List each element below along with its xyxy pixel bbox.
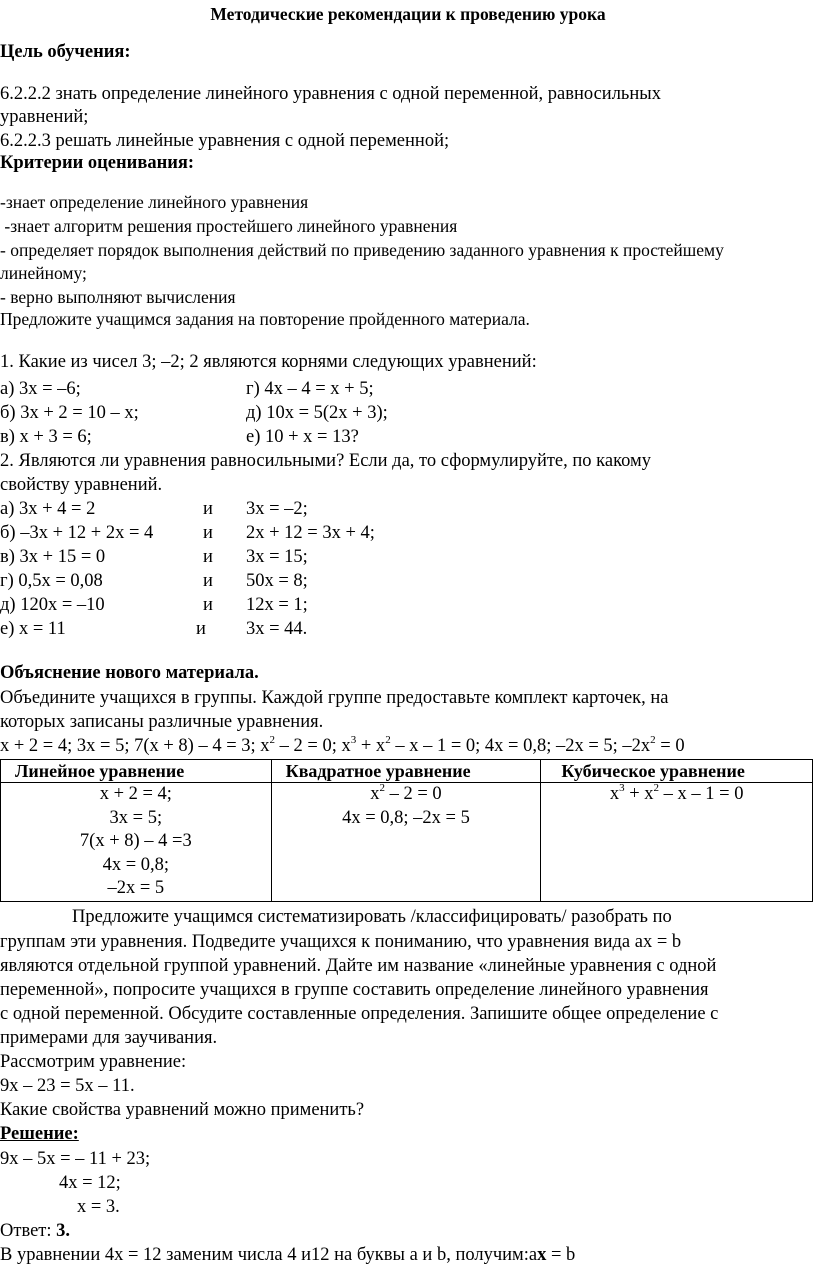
exponent: 2: [379, 781, 385, 794]
explain-line: являются отдельной группой уравнений. Дайте им название «линейные уравнения с одной: [0, 956, 717, 976]
explain-line: Предложите учащимся систематизировать /классифицировать/ разобрать по: [72, 907, 672, 927]
linear-equation: x + 2 = 4;: [99, 784, 172, 804]
linear-equation: 3x = 5;: [109, 807, 163, 828]
solution-heading: Решение:: [0, 1124, 79, 1144]
equation-part: x: [609, 784, 620, 804]
exponent: 3: [350, 733, 357, 746]
answer-value: 3.: [56, 1221, 71, 1241]
criteria-line: -знает определение линейного уравнения: [0, 192, 309, 212]
equations-part: + x: [356, 736, 386, 756]
quadratic-cell: [271, 783, 541, 902]
example-equation: 9x – 23 = 5x – 11.: [0, 1076, 135, 1096]
last-line-x: x: [537, 1245, 547, 1265]
task2-right: 3x = 15;: [246, 547, 308, 567]
task2-left: д) 120x = –10: [0, 595, 105, 615]
objectives-heading: Цель обучения:: [0, 42, 131, 62]
task2-question: свойству уравнений.: [0, 475, 163, 495]
task2-left: б) –3x + 12 + 2x = 4: [0, 523, 154, 543]
new-material-line: Объедините учащихся в группы. Каждой группе предоставьте комплект карточек, на: [0, 688, 669, 708]
objective-line: 6.2.2.2 знать определение линейного уравнения с одной переменной, равносильных: [0, 84, 661, 104]
task2-left: г) 0,5x = 0,08: [0, 571, 103, 591]
task2-left: в) 3x + 15 = 0: [0, 547, 106, 567]
task2-question: 2. Являются ли уравнения равносильными? Если да, то сформулируйте, по какому: [0, 451, 651, 471]
criteria-offer: Предложите учащимся задания на повторение пройденного материала.: [0, 309, 530, 329]
last-line-part: В уравнении 4x = 12 заменим числа 4 и12 на буквы a и b, получим:a: [0, 1245, 538, 1265]
equation-part: – 2 = 0: [385, 784, 442, 804]
criteria-line: -знает алгоритм решения простейшего линейного уравнения: [0, 216, 458, 236]
task2-right: 2x + 12 = 3x + 4;: [246, 523, 375, 543]
table-header-cubic: Кубическое уравнение: [541, 760, 813, 783]
linear-equation: 7(x + 8) – 4 =3: [79, 831, 192, 851]
task2-left: а) 3x + 4 = 2: [0, 499, 96, 519]
linear-equation: –2x = 5: [107, 878, 165, 898]
quadratic-equation: 4x = 0,8; –2x = 5: [342, 807, 470, 828]
exponent: 2: [269, 733, 276, 746]
task2-right: 12x = 1;: [246, 595, 308, 615]
answer-line: [0, 1219, 70, 1243]
exponent: 2: [653, 781, 660, 794]
task2-connector: и: [203, 499, 213, 519]
task2-connector: и: [203, 595, 213, 615]
task1-item: а) 3x = –6;: [0, 379, 81, 399]
task2-connector: и: [203, 523, 213, 543]
equations-part: – 2 = 0; x: [275, 736, 351, 756]
exponent: 3: [619, 781, 625, 794]
classification-table: [0, 759, 813, 902]
task2-right: 3x = 44.: [246, 619, 308, 639]
criteria-line: - определяет порядок выполнения действий по приведению заданного уравнения к простейшему: [0, 240, 724, 260]
task1-item: в) x + 3 = 6;: [0, 427, 92, 447]
task2-connector: и: [196, 619, 206, 639]
exponent: 2: [385, 733, 391, 746]
linear-cell: [1, 783, 272, 902]
equation-part: + x: [624, 784, 654, 804]
equation-part: x: [370, 784, 380, 804]
solution-step: 4x = 12;: [59, 1173, 121, 1193]
last-line-part: = b: [546, 1245, 576, 1265]
task1-item: б) 3x + 2 = 10 – x;: [0, 403, 139, 423]
cubic-equation: [547, 783, 806, 807]
new-material-heading: Объяснение нового материала.: [0, 663, 259, 683]
criteria-line: - верно выполняют вычисления: [0, 287, 236, 307]
task1-item: е) 10 + x = 13?: [246, 427, 359, 447]
equation-part: – x – 1 = 0: [659, 784, 744, 804]
criteria-line: линейному;: [0, 263, 87, 283]
equations-part: – x – 1 = 0; 4x = 0,8; –2x = 5; –2x: [390, 736, 651, 756]
table-header-linear: Линейное уравнение: [1, 760, 272, 783]
objective-line: 6.2.2.3 решать линейные уравнения с одной переменной;: [0, 131, 450, 151]
answer-label: Ответ:: [0, 1221, 57, 1241]
task2-left: е) x = 11: [0, 619, 66, 639]
example-question: Какие свойства уравнений можно применить?: [0, 1100, 365, 1120]
document-title: Методические рекомендации к проведению урока: [210, 4, 606, 24]
task1-question: 1. Какие из чисел 3; –2; 2 являются корнями следующих уравнений:: [0, 352, 537, 372]
objective-line: уравнений;: [0, 107, 89, 127]
linear-equation: 4x = 0,8;: [102, 854, 170, 875]
task2-connector: и: [203, 571, 213, 591]
task2-connector: и: [203, 547, 213, 567]
explain-line: группам эти уравнения. Подведите учащихся к пониманию, что уравнения вида ax = b: [0, 932, 682, 952]
table-header-quadratic: Квадратное уравнение: [271, 760, 541, 783]
cubic-cell: [541, 783, 813, 902]
task2-right: 50x = 8;: [246, 571, 308, 591]
equations-list: [0, 734, 685, 758]
solution-step: 9x – 5x = – 11 + 23;: [0, 1149, 151, 1169]
last-line: [0, 1243, 575, 1267]
criteria-heading: Критерии оценивания:: [0, 153, 195, 173]
explain-line: с одной переменной. Обсудите составленные определения. Запишите общее определение с: [0, 1004, 719, 1024]
task1-item: г) 4x – 4 = x + 5;: [246, 379, 374, 399]
new-material-line: которых записаны различные уравнения.: [0, 712, 324, 732]
solution-step: x = 3.: [77, 1197, 120, 1217]
table-header-row: [1, 760, 813, 783]
quadratic-equation: [278, 783, 535, 807]
task1-item: д) 10x = 5(2x + 3);: [246, 403, 388, 423]
task2-right: 3x = –2;: [246, 499, 308, 519]
explain-line: переменной», попросите учащихся в группе составить определение линейного уравнения: [0, 980, 709, 1000]
exponent: 2: [650, 733, 656, 746]
consider-line: Рассмотрим уравнение:: [0, 1052, 187, 1072]
equations-part: = 0: [655, 736, 685, 756]
equations-part: x + 2 = 4; 3x = 5; 7(x + 8) – 4 = 3; x: [0, 736, 270, 756]
explain-line: примерами для заучивания.: [0, 1028, 218, 1048]
table-row: [1, 783, 813, 902]
